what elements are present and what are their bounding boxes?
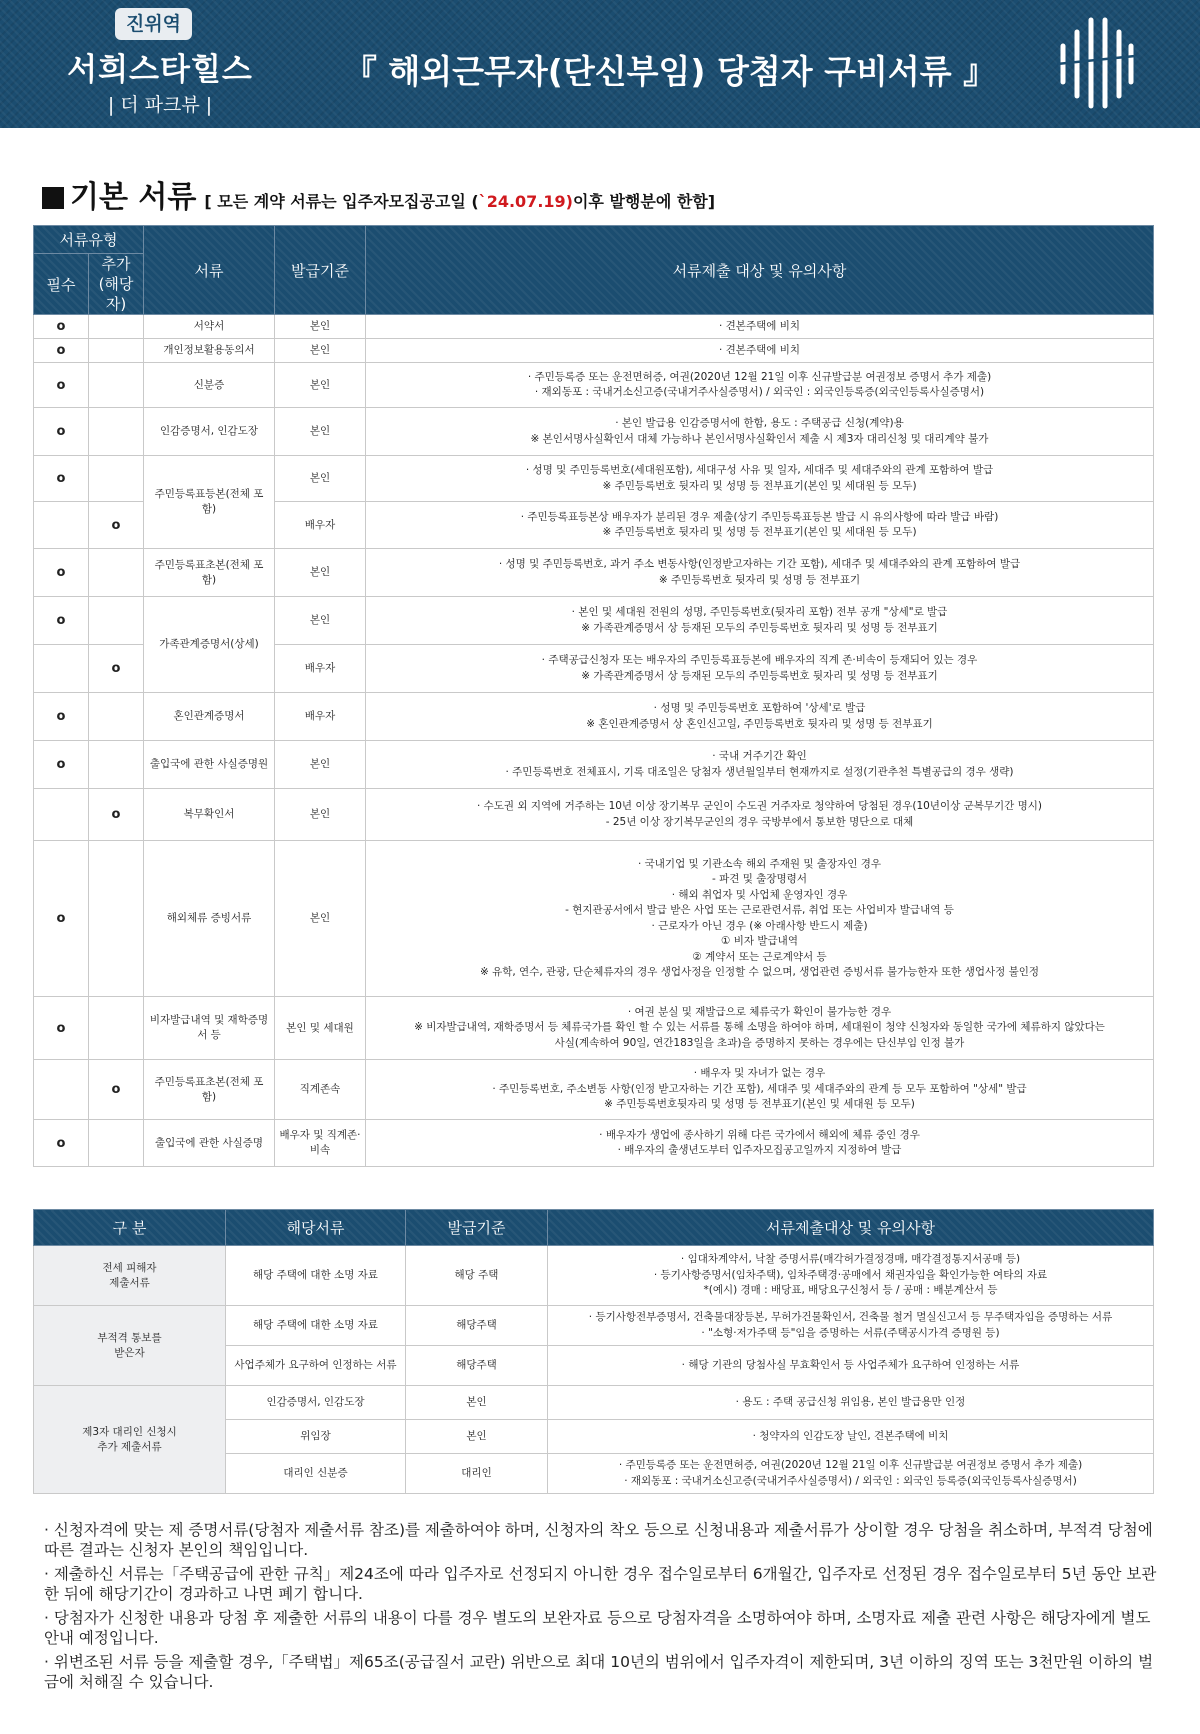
doc-name: 신분증 <box>144 363 275 408</box>
doc-notes: · 국내기업 및 기관소속 해외 주재원 및 출장자인 경우 - 파견 및 출장명령서 · 해외 취업자 및 사업체 운영자인 경우 - 현지관공서에서 발급 받은 사업 또는 근로관련서류, 취업 또는 사업비자 발급내역 등 · 근로자가 아닌 경우 (※ 아래사항 반드시 제출) ① 비자 발급내역 ② 계약서 또는 근로계약서 등 ※ 유학, 연수, 관광, 단순체류자의 경우 생업사정을 인정할 수 없으며, 생업관련 증빙서류 불가능한자 또한 생업사정 불인정 <box>366 841 1154 997</box>
additional-mark <box>89 741 144 789</box>
doc-name: 해당 주택에 대한 소명 자료 <box>226 1306 406 1346</box>
footer-note: · 위변조된 서류 등을 제출할 경우,「주택법」제65조(공급질서 교란) 위반으로 최대 10년의 범위에서 입주자격이 제한되며, 3년 이하의 징역 또는 3천만원 이하의 벌금에 처해질 수 있습니다. <box>44 1653 1154 1691</box>
table-row <box>34 741 1154 789</box>
additional-mark: o <box>89 502 144 549</box>
square-bullet-icon <box>42 187 64 209</box>
issuer: 배우자 및 직계존·비속 <box>275 1120 366 1167</box>
issuer: 배우자 <box>275 645 366 693</box>
doc-notes: · 주민등록증 또는 운전면허증, 여권(2020년 12월 21일 이후 신규발급분 여권정보 증명서 추가 제출) · 재외동포 : 국내거소신고증(국내거주사실증명서) / 외국인 : 외국인등록증(외국인등록사실증명서) <box>366 363 1154 408</box>
header-category: 구 분 <box>34 1210 226 1246</box>
doc-notes: · 주민등록증 또는 운전면허증, 여권(2020년 12월 21일 이후 신규발급분 여권정보 증명서 추가 제출) · 재외동포 : 국내거소신고증(국내거주사실증명서) / 외국인 : 외국인 등록증(외국인등록사실증명서) <box>548 1454 1154 1494</box>
section-title <box>42 172 1162 216</box>
additional-mark <box>89 997 144 1060</box>
additional-mark <box>89 339 144 363</box>
additional-mark <box>89 693 144 741</box>
additional-mark <box>89 549 144 597</box>
doc-name: 주민등록표초본(전체 포함) <box>144 549 275 597</box>
additional-mark: o <box>89 645 144 693</box>
table-row <box>34 1386 1154 1420</box>
doc-notes: · 등기사항전부증명서, 건축물대장등본, 무허가건물확인서, 건축물 철거 멸실신고서 등 무주택자임을 증명하는 서류 · "소형·저가주택 등"임을 증명하는 서류(주택공시가격 증명원 등) <box>548 1306 1154 1346</box>
additional-mark <box>89 408 144 456</box>
header-additional: 추가 (해당자) <box>89 254 144 315</box>
doc-notes: · 본인 발급용 인감증명서에 한함, 용도 : 주택공급 신청(계약)용 ※ 본인서명사실확인서 대체 가능하나 본인서명사실확인서 제출 시 제3자 대리신청 및 대리계약 불가 <box>366 408 1154 456</box>
required-mark: o <box>34 408 89 456</box>
doc-notes: · 청약자의 인감도장 날인, 견본주택에 비치 <box>548 1420 1154 1454</box>
issuer: 대리인 <box>406 1454 548 1494</box>
doc-name: 복무확인서 <box>144 789 275 841</box>
doc-name: 사업주체가 요구하여 인정하는 서류 <box>226 1346 406 1386</box>
footer-note: · 제출하신 서류는「주택공급에 관한 규칙」제24조에 따라 입주자로 선정되지 아니한 경우 접수일로부터 6개월간, 입주자로 선정된 경우 접수일로부터 5년 동안 보관한 뒤에 해당기간이 경과하고 나면 폐기 합니다. <box>44 1565 1157 1603</box>
additional-mark <box>89 456 144 502</box>
doc-notes: · 견본주택에 비치 <box>366 315 1154 339</box>
header-required: 필수 <box>34 254 89 315</box>
issuer: 본인 및 세대원 <box>275 997 366 1060</box>
brand-subtitle: | 더 파크뷰 | <box>107 94 213 116</box>
required-mark: o <box>34 363 89 408</box>
doc-name: 혼인관계증명서 <box>144 693 275 741</box>
issuer: 본인 <box>275 841 366 997</box>
doc-name: 서약서 <box>144 315 275 339</box>
announcement-date: `24.07.19) <box>478 192 573 211</box>
category-label: 제3자 대리인 신청시 추가 제출서류 <box>34 1386 226 1494</box>
section-note <box>204 192 715 211</box>
doc-notes: · 임대차계약서, 낙찰 증명서류(매각허가결정경매, 매각결정통지서공매 등) · 등기사항증명서(임차주택), 임차주택경·공매에서 채권자임을 확인가능한 여타의 자료 *(예시) 경매 : 배당표, 배당요구신청서 등 / 공매 : 배분계산서 등 <box>548 1246 1154 1306</box>
header-notes: 서류제출 대상 및 유의사항 <box>366 226 1154 315</box>
footer-notes <box>44 1520 1160 1696</box>
doc-notes: · 주민등록표등본상 배우자가 분리된 경우 제출(상기 주민등록표등본 발급 시 유의사항에 따라 발급 바람) ※ 주민등록번호 뒷자리 및 성명 등 전부표기(본인 및 세대원 등 모두) <box>366 502 1154 549</box>
table-row <box>34 693 1154 741</box>
issuer: 본인 <box>275 408 366 456</box>
doc-notes: · 견본주택에 비치 <box>366 339 1154 363</box>
additional-mark <box>89 841 144 997</box>
table-row <box>34 1306 1154 1346</box>
table-row <box>34 997 1154 1060</box>
required-mark: o <box>34 549 89 597</box>
doc-notes: · 국내 거주기간 확인 · 주민등록번호 전체표시, 기록 대조일은 당첨자 생년월일부터 현재까지로 설정(기관추천 특별공급의 경우 생략) <box>366 741 1154 789</box>
doc-notes: · 배우자가 생업에 종사하기 위해 다른 국가에서 해외에 체류 중인 경우 · 배우자의 출생년도부터 입주자모집공고일까지 지정하여 발급 <box>366 1120 1154 1167</box>
header-issuer: 발급기준 <box>406 1210 548 1246</box>
doc-notes: · 주택공급신청자 또는 배우자의 주민등록표등본에 배우자의 직계 존·비속이 등재되어 있는 경우 ※ 가족관계증명서 상 등재된 모두의 주민등록번호 뒷자리 및 성명 등 전부표기 <box>366 645 1154 693</box>
issuer: 본인 <box>275 789 366 841</box>
issuer: 본인 <box>275 315 366 339</box>
footer-note: · 당첨자가 신청한 내용과 당첨 후 제출한 서류의 내용이 다를 경우 별도의 보완자료 등으로 당첨자격을 소명하여야 하며, 소명자료 제출 관련 사항은 해당자에게 별도 안내 예정입니다. <box>44 1609 1151 1647</box>
footer-note: · 신청자격에 맞는 제 증명서류(당첨자 제출서류 참조)를 제출하여야 하며, 신청자의 착오 등으로 신청내용과 제출서류가 상이할 경우 당첨을 취소하며, 부적격 당첨에 따른 결과는 신청자 본인의 책임입니다. <box>44 1521 1153 1559</box>
issuer: 해당주택 <box>406 1346 548 1386</box>
additional-mark: o <box>89 1060 144 1120</box>
doc-name: 출입국에 관한 사실증명 <box>144 1120 275 1167</box>
doc-notes: · 성명 및 주민등록번호, 과거 주소 변동사항(인정받고자하는 기간 포함), 세대주 및 세대주와의 관계 포함하여 발급 ※ 주민등록번호 뒷자리 및 성명 등 전부표기 <box>366 549 1154 597</box>
doc-notes: · 용도 : 주택 공급신청 위임용, 본인 발급용만 인정 <box>548 1386 1154 1420</box>
issuer: 본인 <box>275 339 366 363</box>
basic-documents-table <box>33 225 1154 1167</box>
required-mark <box>34 645 89 693</box>
document-title: 『 해외근무자(단신부임) 당첨자 구비서류 』 <box>343 52 997 91</box>
section-heading: 기본 서류 <box>70 180 197 215</box>
doc-name: 위임장 <box>226 1420 406 1454</box>
table-row <box>34 1060 1154 1120</box>
issuer: 직계존속 <box>275 1060 366 1120</box>
doc-name: 인감증명서, 인감도장 <box>226 1386 406 1420</box>
additional-mark: o <box>89 789 144 841</box>
required-mark: o <box>34 597 89 645</box>
required-mark: o <box>34 339 89 363</box>
doc-name: 해외체류 증빙서류 <box>144 841 275 997</box>
required-mark <box>34 789 89 841</box>
doc-name: 대리인 신분증 <box>226 1454 406 1494</box>
brand-name: 서희스타힐스 <box>67 52 253 88</box>
issuer: 배우자 <box>275 693 366 741</box>
issuer: 본인 <box>275 456 366 502</box>
header-issuer: 발급기준 <box>275 226 366 315</box>
table-row <box>34 597 1154 645</box>
issuer: 본인 <box>406 1386 548 1420</box>
required-mark <box>34 502 89 549</box>
doc-name: 해당 주택에 대한 소명 자료 <box>226 1246 406 1306</box>
page-header <box>0 0 1200 128</box>
additional-mark <box>89 363 144 408</box>
doc-name: 주민등록표초본(전체 포함) <box>144 1060 275 1120</box>
station-badge: 진위역 <box>115 8 192 40</box>
additional-mark <box>89 1120 144 1167</box>
header-doc: 해당서류 <box>226 1210 406 1246</box>
required-mark: o <box>34 841 89 997</box>
table-row <box>34 789 1154 841</box>
required-mark: o <box>34 315 89 339</box>
header-doc: 서류 <box>144 226 275 315</box>
issuer: 본인 <box>275 741 366 789</box>
doc-name: 인감증명서, 인감도장 <box>144 408 275 456</box>
section-note-pre: [ 모든 계약 서류는 입주자모집공고일 ( <box>204 192 479 211</box>
doc-name: 가족관계증명서(상세) <box>144 597 275 693</box>
doc-name: 비자발급내역 및 재학증명서 등 <box>144 997 275 1060</box>
required-mark: o <box>34 741 89 789</box>
doc-notes: · 본인 및 세대원 전원의 성명, 주민등록번호(뒷자리 포함) 전부 공개 "상세"로 발급 ※ 가족관계증명서 상 등재된 모두의 주민등록번호 뒷자리 및 성명 등 전부표기 <box>366 597 1154 645</box>
table-row <box>34 549 1154 597</box>
additional-mark <box>89 597 144 645</box>
table-row <box>34 456 1154 502</box>
doc-notes: · 수도권 외 지역에 거주하는 10년 이상 장기복무 군인이 수도권 거주자로 청약하여 당첨된 경우(10년이상 군복무기간 명시) - 25년 이상 장기복무군인의 경우 국방부에서 통보한 명단으로 대체 <box>366 789 1154 841</box>
additional-documents-table <box>33 1209 1154 1494</box>
table-row <box>34 315 1154 339</box>
required-mark: o <box>34 456 89 502</box>
issuer: 본인 <box>275 597 366 645</box>
doc-notes: · 배우자 및 자녀가 없는 경우 · 주민등록번호, 주소변동 사항(인정 받고자하는 기간 포함), 세대주 및 세대주와의 관계 등 모두 포함하여 "상세" 발급 ※ 주민등록번호뒷자리 및 성명 등 전부표기(본인 및 세대원 등 모두) <box>366 1060 1154 1120</box>
doc-notes: · 여권 분실 및 재발급으로 체류국가 확인이 불가능한 경우 ※ 비자발급내역, 재학증명서 등 체류국가를 확인 할 수 있는 서류를 통해 소명을 하여야 하며, 세대원이 청약 신청자와 동일한 국가에 체류하지 않았다는 사실(계속하여 90일, 연간183일을 초과)을 증명하지 못하는 경우에는 단신부임 인정 불가 <box>366 997 1154 1060</box>
required-mark <box>34 1060 89 1120</box>
doc-notes: · 성명 및 주민등록번호 포함하여 '상세'로 발급 ※ 혼인관계증명서 상 혼인신고일, 주민등록번호 뒷자리 및 성명 등 전부표기 <box>366 693 1154 741</box>
required-mark: o <box>34 997 89 1060</box>
required-mark: o <box>34 1120 89 1167</box>
table-row <box>34 363 1154 408</box>
additional-mark <box>89 315 144 339</box>
table-row <box>34 1120 1154 1167</box>
required-mark: o <box>34 693 89 741</box>
table-row <box>34 339 1154 363</box>
doc-name: 주민등록표등본(전체 포함) <box>144 456 275 549</box>
issuer: 본인 <box>406 1420 548 1454</box>
doc-name: 개인정보활용동의서 <box>144 339 275 363</box>
table-row <box>34 408 1154 456</box>
issuer: 해당주택 <box>406 1306 548 1346</box>
issuer: 본인 <box>275 363 366 408</box>
table-row <box>34 1246 1154 1306</box>
issuer: 본인 <box>275 549 366 597</box>
section-note-post: 이후 발행분에 한함] <box>572 192 716 211</box>
doc-notes: · 해당 기관의 당첨사실 무효확인서 등 사업주체가 요구하여 인정하는 서류 <box>548 1346 1154 1386</box>
brand-logo-icon <box>1053 16 1137 110</box>
category-label: 부적격 통보를 받은자 <box>34 1306 226 1386</box>
issuer: 해당 주택 <box>406 1246 548 1306</box>
doc-name: 출입국에 관한 사실증명원 <box>144 741 275 789</box>
doc-notes: · 성명 및 주민등록번호(세대원포함), 세대구성 사유 및 일자, 세대주 및 세대주와의 관계 포함하여 발급 ※ 주민등록번호 뒷자리 및 성명 등 전부표기(본인 및 세대원 등 모두) <box>366 456 1154 502</box>
header-notes: 서류제출대상 및 유의사항 <box>548 1210 1154 1246</box>
category-label: 전세 피해자 제출서류 <box>34 1246 226 1306</box>
table-row <box>34 841 1154 997</box>
header-doc-type: 서류유형 <box>34 226 144 254</box>
issuer: 배우자 <box>275 502 366 549</box>
